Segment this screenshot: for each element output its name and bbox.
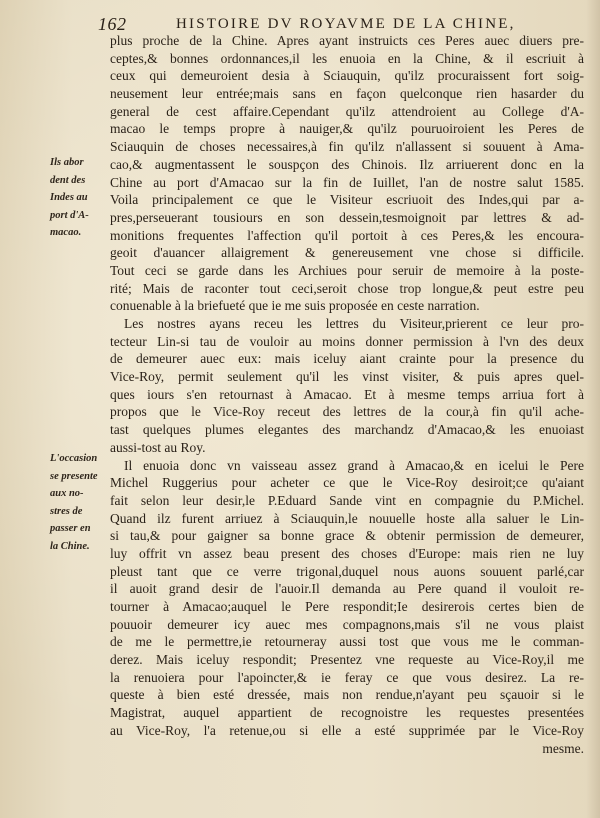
text-line: Vice-Roy, permit seulement qu'il les vinst visiter, & puis apres quel- xyxy=(110,369,584,385)
text-line: Voila principalement ce que le Visiteur escriuoit des Indes,qui par a- xyxy=(110,192,584,208)
text-line: tecteur Lin-si tau de vouloir au moins donner permission à l'vn des deux xyxy=(110,333,584,349)
marginal-line: stres de xyxy=(50,505,83,517)
text-line: derez. Mais iceluy respondit; Presentez vne requeste au Vice-Roy,il me xyxy=(110,652,584,668)
text-line: fait selon leur desir,le P.Eduard Sande vint en compagnie du P.Michel. xyxy=(110,492,584,508)
body-text xyxy=(110,32,584,757)
text-line: ceux qui demeuroient desia à Sciauquin, qu'ilz procuraissent fort soig- xyxy=(110,68,584,84)
marginal-line: la Chine. xyxy=(50,540,90,552)
running-title: HISTOIRE DV ROYAVME DE LA CHINE, xyxy=(176,16,516,32)
text-line: neusement leur entrée;mais sans en façon quelconque rien hasarder du xyxy=(110,86,584,102)
text-line: rité; Mais de raconter tout ceci,seroit chose trop longue,& peut estre peu xyxy=(110,280,584,296)
text-line: pouuoir demeurer icy auec mes compagnons,mais s'il ne vous plaist xyxy=(110,616,584,632)
text-line: pleust tant que ce verre trigonal,duquel nous auons souuent parlé,car xyxy=(110,563,584,579)
text-line: de me le permettre,ie retourneray aussi tost que vous me le comman- xyxy=(110,634,584,650)
text-line: mesme. xyxy=(542,740,584,756)
text-line: Les nostres ayans receu les lettres du Visiteur,prierent ce leur pro- xyxy=(124,316,584,331)
marginal-line: macao. xyxy=(50,227,82,239)
text-line: geoit d'auancer allaigrement & genereusement vne chose si difficile. xyxy=(110,245,584,261)
text-line: tourner à Amacao;auquel le Pere respondit;Ie desirerois certes bien de xyxy=(110,599,584,614)
text-line: aussi-tost au Roy. xyxy=(110,439,206,455)
marginal-note-occasion xyxy=(50,450,108,556)
marginal-note-arrival xyxy=(50,154,108,242)
text-line: cao,& augmentassent le souspçon des Chinois. Ilz arriuerent donc en la xyxy=(110,156,584,172)
text-line: tast quelques plumes elegantes des marchandz d'Amacao,& les enuoiast xyxy=(110,422,584,438)
page-edge-shadow xyxy=(586,0,600,818)
text-line: Chine au port d'Amacao sur la fin de Iuillet, l'an de nostre salut 1585. xyxy=(110,174,584,190)
text-line: macao le temps propre à nauiger,& qu'ilz pouruoiroient les Peres de xyxy=(110,121,584,137)
text-line: Tout ceci se garde dans les Archiues pour seruir de memoire à la poste- xyxy=(110,262,584,278)
text-line: plus proche de la Chine. Apres ayant instruicts ces Peres auec diuers pre- xyxy=(110,33,584,48)
text-line: Quand ilz furent arriuez à Sciauquin,le nouuelle hoste alla saluer le Lin- xyxy=(110,510,584,526)
text-line: ceptes,& bonnes ordonnances,il les enuoia en la Chine, & il escriuit à xyxy=(110,50,584,66)
text-line: Michel Ruggerius pour acheter ce que le Vice-Roy desiroit;ce qu'aiant xyxy=(110,475,584,491)
page-number: 162 xyxy=(98,14,127,34)
text-line: pres,perseuerant tousiours en son dessein,tesmoignoit par lettres & ad- xyxy=(110,209,584,225)
marginal-line: aux no- xyxy=(50,488,84,500)
text-line: la renuoiera pour l'apoincter,& ie feray ce que vous desirez. La re- xyxy=(110,669,584,685)
marginal-line: passer en xyxy=(50,523,91,535)
marginal-line: dent des xyxy=(50,174,86,186)
text-line: si tau,& pour gaigner sa bonne grace & obtenir permission de demeurer, xyxy=(110,528,584,544)
text-line: monitions frequentes l'affection qu'il portoit à ces Peres,& les encoura- xyxy=(110,227,584,243)
marginal-line: port d'A- xyxy=(50,209,89,221)
text-line: il auoit grand desir de l'auoir.Il demanda au Pere quand il vouloit re- xyxy=(110,581,584,597)
text-line: Magistrat, auquel appartient de recognoistre les requestes presentées xyxy=(110,705,584,721)
text-line: au Vice-Roy, l'a retenue,ou si elle a esté supprimée par le Vice-Roy xyxy=(110,722,584,738)
text-line: Sciauquin de choses necessaires,à fin qu'ilz n'allassent si souuent à Ama- xyxy=(110,139,584,155)
text-line: propos que le Vice-Roy receut des lettres de la cour,à fin qu'il ache- xyxy=(110,404,584,420)
text-line: luy offrit vn assez beau present des choses d'Europe: mais rien ne luy xyxy=(110,545,584,561)
text-line: queste à bien esté dressée, mais non rendue,n'ayant peu sçauoir si le xyxy=(110,687,584,703)
marginal-line: Ils abor xyxy=(50,157,84,168)
text-line: de demeurer auec eux: mais iceluy aiant crainte pour la presence du xyxy=(110,351,584,367)
text-line: general de cest affaire.Cependant qu'ilz attendroient au College d'A- xyxy=(110,103,584,119)
text-line: conuenable à la briefueté que ie me suis proposée en ceste narration. xyxy=(110,298,480,314)
marginal-line: se presente xyxy=(50,470,98,482)
marginal-line: L'occasion xyxy=(50,453,98,464)
marginal-line: Indes au xyxy=(50,192,88,204)
text-line: ques iours s'en retournast à Amacao. Et à mesme temps arriua fort à xyxy=(110,386,584,402)
text-line: Il enuoia donc vn vaisseau assez grand à Amacao,& en icelui le Pere xyxy=(124,457,584,473)
